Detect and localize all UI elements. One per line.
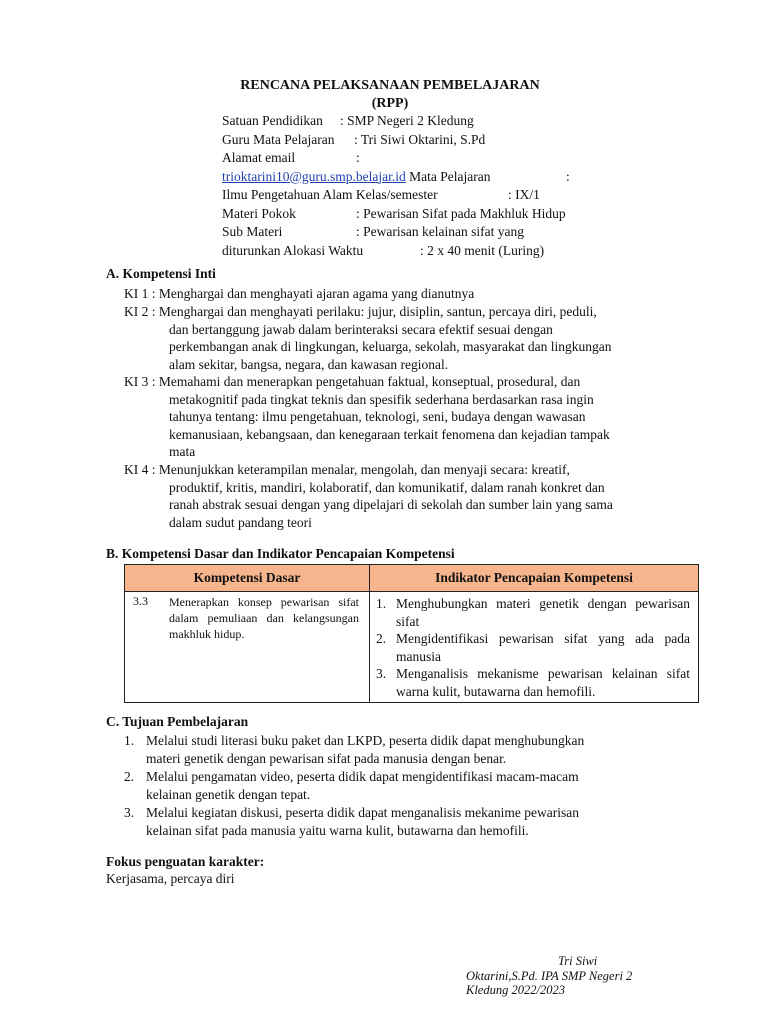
kd-text: Menerapkan konsep pewarisan sifat dalam pemuliaan dan kelangsungan makhluk hidup. [169,595,359,641]
kd-column-header: Kompetensi Dasar [125,565,370,592]
document-subtitle: (RPP) [371,96,409,111]
tujuan-line: materi genetik dengan pewarisan sifat pada manusia dengan benar. [146,750,507,766]
document-title: RENCANA PELAKSANAAN PEMBELAJARAN [240,78,540,93]
tujuan-line: Melalui pengamatan video, peserta didik dapat mengidentifikasi macam-macam [146,769,579,785]
guru-value: : Tri Siwi Oktarini, S.Pd [354,131,486,147]
ki2-line: KI 2 : Menghargai dan menghayati perilaku: jujur, disiplin, santun, percaya diri, peduli, [124,304,597,319]
tujuan-line: Melalui studi literasi buku paket dan LKPD, peserta didik dapat menghubungkan [146,733,585,748]
email-link[interactable]: trioktarini10@guru.smp.belajar.id [222,168,406,184]
tujuan-number: 3. [124,805,135,821]
mapel-row [222,186,682,205]
ki1 [124,285,678,303]
guru-row [222,131,682,150]
signature-line: Oktarini,S.Pd. IPA SMP Negeri 2 [466,968,633,983]
materi-value: : Pewarisan Sifat pada Makhluk Hidup [356,205,566,221]
ki3 [124,373,678,461]
alokasi-value: : 2 x 40 menit (Luring) [420,242,545,258]
satuan-row [222,112,682,131]
indicator-text: Menghubungkan materi genetik dengan pewarisan sifat [396,596,690,629]
ki4-line: ranah abstrak sesuai dengan yang dipelajari di sekolah dan sumber lain yang sama [169,497,613,513]
mapel-label: Mata Pelajaran [409,168,491,184]
ki2-line: alam sekitar, bangsa, negara, dan kawasan regional. [169,356,449,372]
list-item [370,595,690,630]
list-item [124,732,664,767]
indicator-column-header: Indikator Pencapaian Kompetensi [370,565,699,592]
email-label: Alamat email [222,150,296,165]
materi-row [222,205,682,224]
indicator-number: 3. [376,666,387,682]
ki3-line: metakognitif pada tingkat teknis dan spesifik sederhana berdasarkan rasa ingin [169,391,594,407]
kd-number: 3.3 [133,594,148,608]
sub-row [222,223,682,242]
tujuan-line: kelainan genetik dengan tepat. [146,786,311,802]
list-item [124,768,664,803]
sub-value: : Pewarisan kelainan sifat yang [356,224,524,239]
sub-continuation: diturunkan Alokasi Waktu [222,242,364,258]
signature-line: Kledung 2022/2023 [466,983,565,997]
table-row [125,592,699,703]
satuan-value: : SMP Negeri 2 Kledung [340,113,474,128]
sub-label: Sub Materi [222,224,283,239]
satuan-label: Satuan Pendidikan [222,113,323,128]
ki3-line: kemanusiaan, kebangsaan, dan kenegaraan terkait fenomena dan kejadian tampak [169,426,610,442]
tujuan-number: 1. [124,733,135,748]
ki3-line: mata [169,444,196,460]
fokus-value: Kerjasama, percaya diri [106,871,235,886]
ki4-line: dalam sudut pandang teori [169,514,312,530]
indicator-text: Menganalisis mekanisme pewarisan kelainan sifat warna kulit, butawarna dan hemofili. [396,666,690,699]
ki2-line: perkembangan anak di lingkungan, keluarga, sekolah, masyarakat dan lingkungan [169,339,612,355]
mapel-colon: : [566,168,570,184]
indicator-text: Mengidentifikasi pewarisan sifat yang ada pada manusia [396,631,690,664]
indicator-number: 2. [376,631,387,647]
tujuan-list [124,732,664,841]
ki3-line: tahunya tentang: ilmu pengetahuan, teknologi, seni, budaya dengan wawasan [169,409,586,425]
indicator-list [370,592,698,701]
ki2 [124,303,678,373]
list-item [370,665,690,700]
ki4 [124,461,678,531]
ki4-line: produktif, kritis, mandiri, kolaboratif, dan komunikatif, dalam ranah konkret dan [169,479,605,495]
signature-line: Tri Siwi [558,954,598,968]
list-item [370,630,690,665]
alokasi-row [222,242,682,261]
tujuan-line: kelainan sifat pada manusia yaitu warna kulit, butawarna dan hemofili. [146,822,529,838]
tujuan-number: 2. [124,769,135,785]
email-mapel-row [222,168,682,187]
guru-label: Guru Mata Pelajaran [222,131,335,147]
section-c-heading: C. Tujuan Pembelajaran [106,714,249,729]
section-b-heading: B. Kompetensi Dasar dan Indikator Pencapaian Kompetensi [106,546,455,561]
materi-label: Materi Pokok [222,205,296,221]
identity-block [222,112,682,260]
ki4-line: KI 4 : Menunjukkan keterampilan menalar, mengolah, dan menyaji secara: kreatif, [124,462,570,477]
signature-block [466,954,706,998]
tujuan-line: Melalui kegiatan diskusi, peserta didik dapat menganalisis mekanime pewarisan [146,805,580,821]
section-a-heading: A. Kompetensi Inti [106,266,216,281]
indicator-cell [370,592,699,703]
kd-table [124,564,699,703]
email-colon: : [356,150,360,165]
indicator-number: 1. [376,596,387,611]
ki2-line: dan bertanggung jawab dalam berinteraksi secara efektif sesuai dengan [169,321,553,337]
ki3-line: KI 3 : Memahami dan menerapkan pengetahuan faktual, konseptual, prosedural, dan [124,374,581,389]
email-row [222,149,682,168]
kelas-value: : IX/1 [508,187,540,202]
list-item [124,804,664,839]
ki1-text: KI 1 : Menghargai dan menghayati ajaran agama yang dianutnya [124,286,475,301]
kd-cell [125,592,370,703]
fokus-heading: Fokus penguatan karakter: [106,854,265,869]
mapel-value: Ilmu Pengetahuan Alam Kelas/semester [222,187,438,202]
